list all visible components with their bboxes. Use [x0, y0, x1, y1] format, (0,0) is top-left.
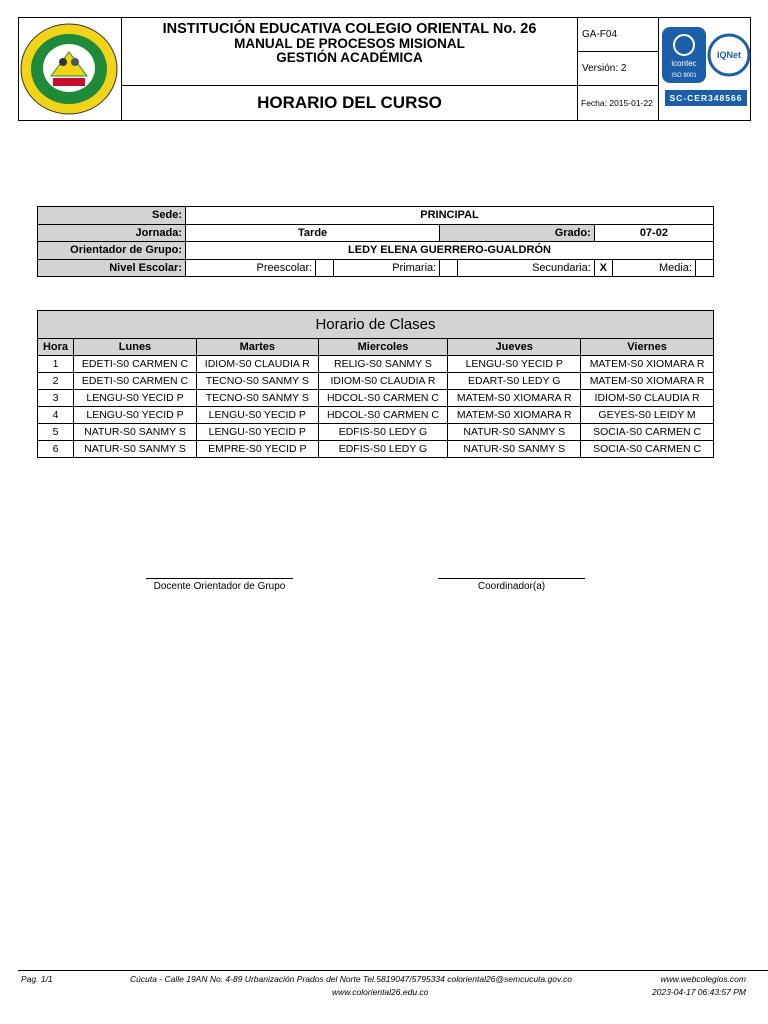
- footer-address: Cúcuta - Calle 19AN No. 4-89 Urbanización Prados del Norte Tel.5819047/5795334 coloriental26@semcucuta.gov.co: [130, 974, 572, 984]
- document-version: Versión: 2: [578, 52, 659, 86]
- schedule-caption-row: [38, 311, 714, 339]
- table-row: [38, 441, 714, 458]
- sede-label: Sede:: [38, 207, 186, 225]
- footer-provider-website: www.webcolegios.com: [660, 974, 746, 984]
- hora-cell: 4: [38, 407, 74, 424]
- grado-label: Grado:: [440, 224, 595, 242]
- schedule-caption: Horario de Clases: [38, 311, 714, 339]
- class-cell: IDIOM-S0 CLAUDIA R: [581, 390, 714, 407]
- jornada-label: Jornada:: [38, 224, 186, 242]
- class-cell: LENGU-S0 YECID P: [74, 407, 197, 424]
- class-cell: LENGU-S0 YECID P: [74, 390, 197, 407]
- class-cell: NATUR-S0 SANMY S: [74, 424, 197, 441]
- schedule-table: [37, 310, 714, 458]
- class-cell: EDART-S0 LEDY G: [448, 373, 581, 390]
- orientador-row: [38, 242, 714, 260]
- media-checkbox: [696, 259, 714, 277]
- class-cell: MATEM-S0 XIOMARA R: [448, 390, 581, 407]
- document-date: Fecha: 2015-01-22: [578, 86, 659, 120]
- icontec-text: icontec: [671, 59, 697, 68]
- header-martes: Martes: [196, 339, 318, 356]
- header-hora: Hora: [38, 339, 74, 356]
- page-footer: [18, 970, 768, 997]
- signature-docente: Docente Orientador de Grupo: [146, 578, 293, 592]
- header-viernes: Viernes: [581, 339, 714, 356]
- primaria-checkbox: [440, 259, 458, 277]
- document-header: [18, 17, 751, 121]
- class-cell: IDIOM-S0 CLAUDIA R: [318, 373, 448, 390]
- process-name: GESTIÓN ACADÉMICA: [276, 50, 423, 65]
- class-cell: HDCOL-S0 CARMEN C: [318, 390, 448, 407]
- class-cell: EDETI-S0 CARMEN C: [74, 356, 197, 373]
- orientador-value: LEDY ELENA GUERRERO-GUALDRÓN: [186, 242, 714, 260]
- document-title-cell: [122, 86, 578, 120]
- document-code: GA-F04: [578, 18, 659, 52]
- nivel-label: Nivel Escolar:: [38, 259, 186, 277]
- header-lunes: Lunes: [74, 339, 197, 356]
- class-cell: HDCOL-S0 CARMEN C: [318, 407, 448, 424]
- orientador-label: Orientador de Grupo:: [38, 242, 186, 260]
- iqnet-text: IQNet: [716, 50, 742, 60]
- preescolar-checkbox: [316, 259, 334, 277]
- class-cell: NATUR-S0 SANMY S: [448, 424, 581, 441]
- class-cell: EDFIS-S0 LEDY G: [318, 441, 448, 458]
- jornada-value: Tarde: [186, 224, 440, 242]
- table-row: [38, 424, 714, 441]
- media-label: Media:: [612, 259, 695, 277]
- footer-school-website: www.coloriental26.edu.co: [332, 987, 429, 997]
- table-row: [38, 356, 714, 373]
- certification-logos: [659, 18, 750, 120]
- iqnet-logo: [707, 27, 751, 83]
- header-miercoles: Miercoles: [318, 339, 448, 356]
- class-cell: EMPRE-S0 YECID P: [196, 441, 318, 458]
- school-logo-cell: [19, 18, 122, 120]
- class-cell: RELIG-S0 SANMY S: [318, 356, 448, 373]
- course-info-table: [37, 206, 714, 277]
- icontec-logo: [662, 27, 706, 83]
- manual-name: MANUAL DE PROCESOS MISIONAL: [234, 36, 465, 51]
- class-cell: MATEM-S0 XIOMARA R: [448, 407, 581, 424]
- school-logo: [19, 18, 120, 120]
- class-cell: GEYES-S0 LEIDY M: [581, 407, 714, 424]
- table-row: [38, 373, 714, 390]
- class-cell: EDFIS-S0 LEDY G: [318, 424, 448, 441]
- schedule-header-row: [38, 339, 714, 356]
- class-cell: TECNO-S0 SANMY S: [196, 390, 318, 407]
- hora-cell: 6: [38, 441, 74, 458]
- signature-coordinador: Coordinador(a): [438, 578, 585, 592]
- primaria-label: Primaria:: [334, 259, 440, 277]
- class-cell: MATEM-S0 XIOMARA R: [581, 356, 714, 373]
- secundaria-label: Secundaria:: [458, 259, 595, 277]
- class-cell: IDIOM-S0 CLAUDIA R: [196, 356, 318, 373]
- class-cell: SOCIA-S0 CARMEN C: [581, 441, 714, 458]
- class-cell: LENGU-S0 YECID P: [196, 407, 318, 424]
- sede-value: PRINCIPAL: [186, 207, 714, 225]
- sede-row: [38, 207, 714, 225]
- class-cell: LENGU-S0 YECID P: [448, 356, 581, 373]
- class-cell: MATEM-S0 XIOMARA R: [581, 373, 714, 390]
- hora-cell: 5: [38, 424, 74, 441]
- header-jueves: Jueves: [448, 339, 581, 356]
- iso-text: ISO 9001: [671, 73, 697, 79]
- table-row: [38, 390, 714, 407]
- nivel-row: [38, 259, 714, 277]
- preescolar-label: Preescolar:: [186, 259, 316, 277]
- institution-name: INSTITUCIÓN EDUCATIVA COLEGIO ORIENTAL No. 26: [162, 21, 537, 37]
- document-title: HORARIO DEL CURSO: [257, 93, 442, 112]
- hora-cell: 1: [38, 356, 74, 373]
- title-block: [122, 18, 578, 86]
- secundaria-checkbox: X: [594, 259, 612, 277]
- class-cell: SOCIA-S0 CARMEN C: [581, 424, 714, 441]
- hora-cell: 3: [38, 390, 74, 407]
- class-cell: TECNO-S0 SANMY S: [196, 373, 318, 390]
- grado-value: 07-02: [594, 224, 713, 242]
- table-row: [38, 407, 714, 424]
- certificate-code: SC-CER348566: [665, 90, 747, 106]
- class-cell: NATUR-S0 SANMY S: [74, 441, 197, 458]
- page-number: Pag. 1/1: [21, 974, 53, 984]
- class-cell: NATUR-S0 SANMY S: [448, 441, 581, 458]
- footer-timestamp: 2023-04-17 06:43:57 PM: [651, 987, 746, 997]
- class-cell: EDETI-S0 CARMEN C: [74, 373, 197, 390]
- class-cell: LENGU-S0 YECID P: [196, 424, 318, 441]
- hora-cell: 2: [38, 373, 74, 390]
- jornada-row: [38, 224, 714, 242]
